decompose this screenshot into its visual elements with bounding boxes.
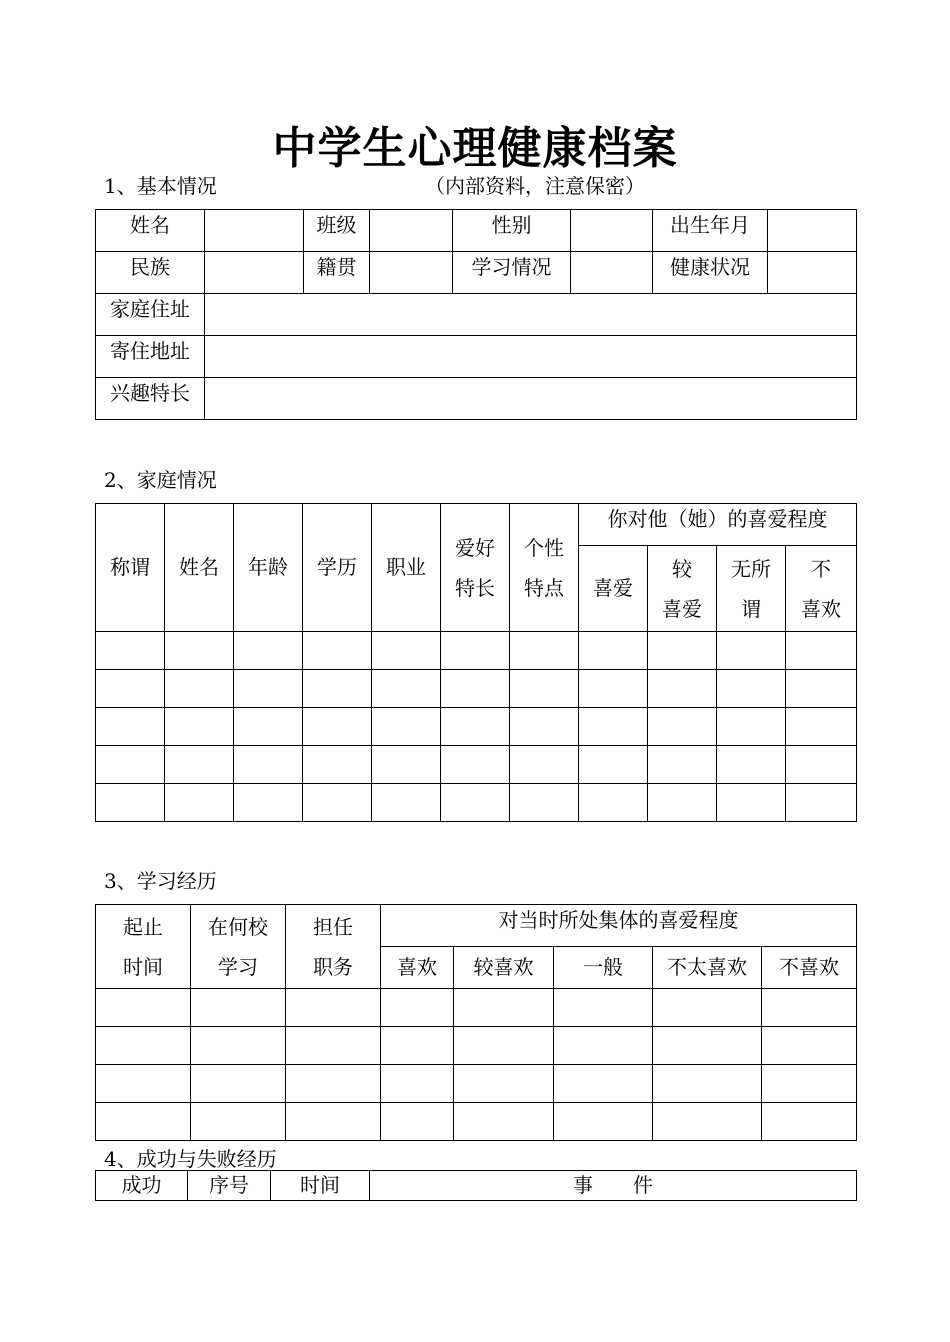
success-failure-table — [95, 1170, 857, 1201]
label-health: 健康状况 — [653, 252, 768, 294]
family-table — [95, 503, 857, 822]
label-interests: 兴趣特长 — [96, 378, 205, 420]
home-address-field[interactable] — [205, 294, 857, 336]
col-school: 在何校 学习 — [191, 905, 286, 989]
col-personality: 个性 特点 — [510, 504, 579, 632]
col-name: 姓名 — [165, 504, 234, 632]
sub-fairly-like: 较 喜爱 — [648, 546, 717, 632]
label-class: 班级 — [304, 210, 370, 252]
hometown-field[interactable] — [370, 252, 453, 294]
lodging-address-field[interactable] — [205, 336, 857, 378]
page-title: 中学生心理健康档案 — [272, 123, 678, 174]
study-status-field[interactable] — [571, 252, 653, 294]
label-gender: 性别 — [453, 210, 571, 252]
sub-dislike: 不喜欢 — [762, 947, 857, 989]
section3-heading: 3、学习经历 — [104, 869, 217, 893]
sub-fairly-like: 较喜欢 — [454, 947, 554, 989]
col-number: 序号 — [188, 1171, 271, 1201]
col-hobbies: 爱好 特长 — [441, 504, 510, 632]
col-age: 年龄 — [234, 504, 303, 632]
section4-heading: 4、成功与失败经历 — [104, 1147, 277, 1171]
name-field[interactable] — [205, 210, 304, 252]
table-row — [96, 1103, 857, 1141]
table-row — [96, 708, 857, 746]
sub-not-really-like: 不太喜欢 — [653, 947, 762, 989]
col-success: 成功 — [96, 1171, 188, 1201]
table-row — [96, 632, 857, 670]
interests-field[interactable] — [205, 378, 857, 420]
basic-info-table — [95, 209, 857, 420]
section1-heading: 1、基本情况 — [104, 174, 217, 198]
confidential-note: （内部资料，注意保密） — [425, 174, 645, 198]
col-time: 时间 — [271, 1171, 370, 1201]
ethnicity-field[interactable] — [205, 252, 304, 294]
health-field[interactable] — [768, 252, 857, 294]
col-position: 担任 职务 — [286, 905, 381, 989]
label-ethnicity: 民族 — [96, 252, 205, 294]
table-row — [96, 1065, 857, 1103]
label-lodging-address: 寄住地址 — [96, 336, 205, 378]
study-history-table — [95, 904, 857, 1141]
col-education: 学历 — [303, 504, 372, 632]
group-affection-header: 对当时所处集体的喜爱程度 — [381, 905, 857, 947]
class-field[interactable] — [370, 210, 453, 252]
sub-indifferent: 无所 谓 — [717, 546, 786, 632]
section2-heading: 2、家庭情况 — [104, 468, 217, 492]
label-home-address: 家庭住址 — [96, 294, 205, 336]
gender-field[interactable] — [571, 210, 653, 252]
col-occupation: 职业 — [372, 504, 441, 632]
label-study-status: 学习情况 — [453, 252, 571, 294]
sub-average: 一般 — [554, 947, 653, 989]
label-name: 姓名 — [96, 210, 205, 252]
col-period: 起止 时间 — [96, 905, 191, 989]
table-row — [96, 989, 857, 1027]
sub-dislike: 不 喜欢 — [786, 546, 857, 632]
sub-like: 喜欢 — [381, 947, 454, 989]
affection-header: 你对他（她）的喜爱程度 — [579, 504, 857, 546]
table-row — [96, 746, 857, 784]
sub-like: 喜爱 — [579, 546, 648, 632]
col-relation: 称谓 — [96, 504, 165, 632]
table-row — [96, 784, 857, 822]
label-hometown: 籍贯 — [304, 252, 370, 294]
table-row — [96, 1027, 857, 1065]
label-birth: 出生年月 — [653, 210, 768, 252]
birth-field[interactable] — [768, 210, 857, 252]
table-row — [96, 670, 857, 708]
col-event: 事 件 — [370, 1171, 857, 1201]
